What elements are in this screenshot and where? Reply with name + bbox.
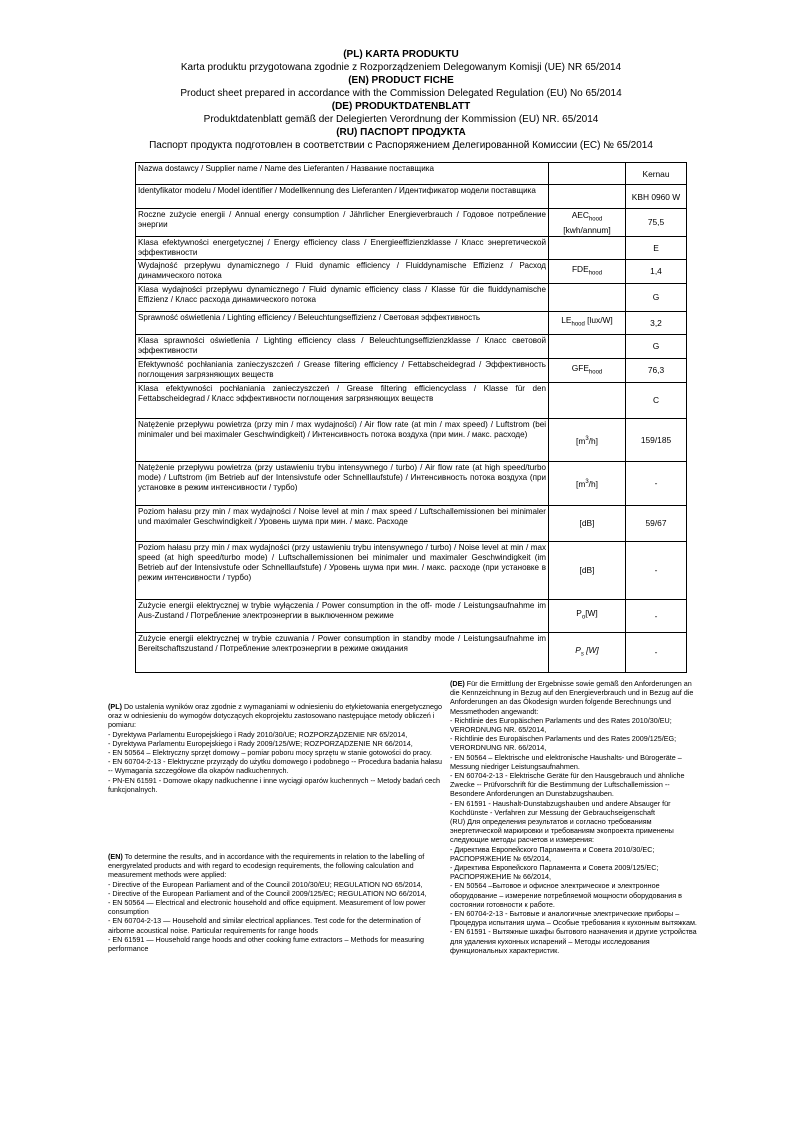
row-unit — [549, 185, 626, 209]
product-fiche-table — [135, 162, 687, 673]
row-value: 159/185 — [626, 418, 687, 461]
list-item: - Dyrektywa Parlamentu Europejskiego i Rady 2009/125/WE; ROZPORZĄDZENIE NR 66/2014, — [108, 738, 413, 748]
row-value: E — [626, 236, 687, 259]
row-description: Natężenie przepływu powietrza (przy min / max wydajności) / Air flow rate (at min / max speed) / Luftstrom (bei minimaler und bei maximaler Geschwindigkeit) / Интенсивность потока воздуха (при мин. / макс. расходе) — [136, 418, 549, 461]
row-description: Nazwa dostawcy / Supplier name / Name des Lieferanten / Название поставщика — [136, 163, 549, 185]
row-value: - — [626, 599, 687, 632]
table-row — [136, 185, 687, 209]
list-item: - Директива Европейского Парламента и Совета 2010/30/ЕС; РАСПОРЯЖЕНИЕ № 65/2014, — [450, 844, 655, 863]
table-row — [136, 382, 687, 418]
row-description: Roczne zużycie energii / Annual energy consumption / Jährlicher Energieverbrauch / Годовое потребление энергии — [136, 209, 549, 237]
notes-de-intro — [450, 679, 702, 716]
row-unit — [549, 163, 626, 185]
row-unit — [549, 283, 626, 311]
unit-superscript: 3 — [585, 435, 589, 442]
table-row — [136, 334, 687, 358]
row-unit — [549, 418, 626, 461]
unit-subscript: o — [581, 615, 586, 621]
row-value: C — [626, 382, 687, 418]
row-description: Sprawność oświetlenia / Lighting efficiency / Beleuchtungseffizienz / Световая эффективность — [136, 311, 549, 334]
row-value: G — [626, 334, 687, 358]
row-unit — [549, 209, 626, 237]
table-row — [136, 418, 687, 461]
row-value: 3,2 — [626, 311, 687, 334]
row-value: - — [626, 541, 687, 599]
unit-symbol: GFE — [571, 362, 589, 373]
row-description: Efektywność pochłaniania zanieczyszczeń / Grease filtering efficiency / Fettabscheidegrad / Эффективность поглощения загрязняющих веществ — [136, 358, 549, 382]
row-description: Zużycie energii elektrycznej w trybie wyłączenia / Power consumption in the off- mode / Leistungsaufnahme im Aus-Zustand / Потребление электроэнергии в выключенном режиме — [136, 599, 549, 632]
notes-ru-intro — [450, 817, 702, 845]
row-description: Identyfikator modelu / Model identifier / Modellkennung des Lieferanten / Идентификатор модели поставщика — [136, 185, 549, 209]
notes-en-text: To determine the results, and in accordance with the requirements in relation to the labelling of energyrelated products and with regard to ecodesign requirements, the following calculation and measurement methods were applied: — [108, 852, 425, 880]
pl-title: (PL) KARTA PRODUKTU — [343, 49, 459, 60]
unit-symbol: FDE — [571, 263, 589, 274]
table-row — [136, 461, 687, 505]
unit-symbol: P — [576, 608, 582, 619]
ru-subtitle: Паспорт продукта подготовлен в соответствии с Распоряжением Делегированной Комиссии (ЕС) № 65/2014 — [149, 140, 653, 151]
en-title: (EN) PRODUCT FICHE — [348, 75, 454, 86]
notes-de-ru — [450, 679, 702, 955]
pl-subtitle: Karta produktu przygotowana zgodnie z Rozporządzeniem Delegowanym Komisji (UE) NR 65/2014 — [180, 62, 622, 73]
row-value: 1,4 — [626, 259, 687, 283]
row-unit — [549, 236, 626, 259]
list-item: - EN 50564 – Elektrische und elektronische Haushalts- und Bürogeräte – Messung niedriger Leistungsaufnahmen. — [450, 752, 682, 771]
unit-symbol: [m — [576, 435, 586, 446]
list-item: - EN 61591 - Вытяжные шкафы бытового назначения и другие устройства для удаления кухонных испарений – Методы исследования функциональных характеристик. — [450, 927, 697, 955]
row-value: - — [626, 461, 687, 505]
list-item: - EN 50564 –Бытовое и офисное электрическое и электронное оборудование – измерение потребляемой мощности оборудования в состоянии готовности к работе. — [450, 881, 682, 909]
row-unit — [549, 599, 626, 632]
row-description: Klasa efektywności energetycznej / Energy efficiency class / Energieeffizienzklasse / Класс энергетической эффективности — [136, 236, 549, 259]
notes-de-label: (DE) — [450, 679, 465, 688]
unit-measure: /h] — [588, 479, 598, 490]
list-item: - EN 50564 — Electrical and electronic household and office equipment. Measurement of low power consumption — [108, 898, 426, 917]
row-unit — [549, 358, 626, 382]
list-item: - Dyrektywa Parlamentu Europejskiego i Rady 2010/30/UE; ROZPORZĄDZENIE NR 65/2014, — [108, 729, 408, 739]
ru-title: (RU) ПАСПОРТ ПРОДУКТА — [336, 127, 466, 138]
list-item: - EN 61591 — Household range hoods and other cooking fume extractors – Methods for measuring performance — [108, 934, 425, 954]
unit-superscript: 3 — [585, 479, 589, 486]
list-item: - EN 60704-2-13 — Household and similar electrical appliances. Test code for the determination of airborne acoustical noise. Particular requirements for range hoods — [108, 916, 421, 935]
unit-symbol: [m — [576, 479, 586, 490]
row-value: 75,5 — [626, 209, 687, 237]
unit-measure: [W] — [583, 644, 599, 655]
unit-subscript: hood — [588, 270, 603, 277]
list-item: - EN 60704-2-13 - Elektrische Geräte für den Hausgebrauch und ähnliche Zwecke -- Prüfvorschrift für die Bestimmung der Luftschallemission -- Besondere Anforderungen an Dunstabzugshauben. — [450, 771, 685, 799]
row-value: G — [626, 283, 687, 311]
notes-en-label: (EN) — [108, 852, 123, 861]
table-row — [136, 236, 687, 259]
row-description: Poziom hałasu przy min / max wydajności (przy ustawieniu trybu intensywnego / turbo) / Noise level at min / max speed (at high speed/turbo mode) / Luftschallemissionen bei minimaler und maximaler Geschwindigkeit (im Betrieb auf der Intensivstufe oder Schnelllaufstufe) / Уровень шума при мин. / макс. расходе (при установке в режим интенсивности / турбо) — [136, 541, 549, 599]
list-item: - EN 60704-2-13 - Elektryczne przyrządy do użytku domowego i podobnego -- Procedura badania hałasu -- Wymagania szczegółowe dla okapów nadkuchennych. — [108, 757, 443, 776]
notes-pl — [108, 702, 444, 794]
list-item: - PN-EN 61591 - Domowe okapy nadkuchenne i inne wyciągi oparów kuchennych -- Metody badań cech funkcjonalnych. — [108, 775, 441, 794]
notes-ru-text: Для определения результатов и согласно требованиям энергетической маркировки и требованиям экопроекта применены следующие методы расчетов и измерения: — [450, 817, 674, 845]
notes-pl-text: Do ustalenia wyników oraz zgodnie z wymaganiami w odniesieniu do etykietowania energetycznego oraz w odniesieniu do wymogów dotyczących ekoprojektu zastosowano następujące metody obliczeń i pomiaru: — [108, 702, 443, 730]
unit-measure: [W] — [585, 608, 598, 619]
table-row — [136, 283, 687, 311]
list-item: - EN 61591 - Haushalt-Dunstabzugshauben und andere Absauger für Kochdünste - Verfahren zur Messung der Gebrauchseigenschaft — [450, 798, 671, 817]
unit-symbol: P — [575, 644, 581, 655]
table-row — [136, 599, 687, 632]
notes-pl-intro — [108, 702, 444, 730]
unit-subscript: s — [580, 651, 584, 658]
list-item: - Directive of the European Parliament and of the Council 2010/30/EU; REGULATION NO 65/2014, — [108, 879, 423, 889]
list-item: - EN 50564 – Elektryczny sprzęt domowy – pomiar poboru mocy sprzętu w stanie gotowości do pracy. — [108, 748, 432, 758]
row-unit — [549, 311, 626, 334]
row-unit: [dB] — [549, 505, 626, 541]
row-unit: [dB] — [549, 541, 626, 599]
row-unit — [549, 334, 626, 358]
row-description: Klasa sprawności oświetlenia / Lighting efficiency class / Beleuchtungseffizienzklasse / Класс световой эффективности — [136, 334, 549, 358]
row-unit — [549, 382, 626, 418]
list-item: - Directive of the European Parliament and of the Council 2009/125/EC; REGULATION NO 66/2014, — [108, 888, 427, 898]
table-row — [136, 632, 687, 672]
row-value: KBH 0960 W — [626, 185, 687, 209]
table-row — [136, 311, 687, 334]
de-subtitle: Produktdatenblatt gemäß der Delegierten Verordnung der Kommission (EU) NR. 65/2014 — [203, 114, 599, 125]
de-title: (DE) PRODUKTDATENBLATT — [331, 101, 471, 112]
list-item: - Директива Европейского Парламента и Совета 2009/125/ЕС; РАСПОРЯЖЕНИЕ № 66/2014, — [450, 863, 659, 882]
notes-ru-label: (RU) — [450, 817, 466, 827]
unit-symbol: AEC — [571, 210, 589, 220]
row-description: Klasa wydajności przepływu dynamicznego / Fluid dynamic efficiency class / Klasse für die fluiddynamische Effizienz / Класс расхода динамического потока — [136, 283, 549, 311]
list-item: - EN 60704-2-13 - Бытовые и аналогичные электрические приборы – Процедура испытания шума – Особые требования к кухонным вытяжкам. — [450, 909, 697, 928]
unit-symbol: LE — [561, 315, 572, 326]
row-value: 59/67 — [626, 505, 687, 541]
row-description: Poziom hałasu przy min / max wydajności / Noise level at min / max speed / Luftschallemissionen bei minimaler und maximaler Geschwindigkeit / Уровень шума при мин. / макс. Расходе — [136, 505, 549, 541]
unit-measure: [lux/W] — [584, 315, 613, 326]
document-header — [0, 48, 802, 152]
notes-pl-label: (PL) — [108, 702, 122, 711]
row-description: Zużycie energii elektrycznej w trybie czuwania / Power consumption in standby mode / Leistungsaufnahme im Bereitschaftszustand / Потребление электроэнергии в режиме ожидания — [136, 632, 549, 672]
table-row — [136, 505, 687, 541]
unit-measure: /h] — [588, 435, 598, 446]
table-row — [136, 358, 687, 382]
notes-en — [108, 852, 444, 953]
row-value: 76,3 — [626, 358, 687, 382]
table-row — [136, 259, 687, 283]
list-item: - Richtlinie des Europäischen Parlaments und des Rates 2009/125/EG; VERORDNUNG NR. 66/2014, — [450, 734, 677, 753]
unit-subscript: hood — [588, 369, 603, 376]
list-item: - Richtlinie des Europäischen Parlaments und des Rates 2010/30/EU; VERORDNUNG NR. 65/2014, — [450, 715, 672, 735]
row-description: Wydajność przepływu dynamicznego / Fluid dynamic efficiency / Fluiddynamische Effizienz / Расход динамического потока — [136, 259, 549, 283]
unit-subscript: hood — [571, 322, 585, 328]
unit-measure: [kwh/annum] — [563, 224, 611, 235]
row-description: Klasa efektywności pochłaniania zanieczyszczeń / Grease filtering efficiencyclass / Klasse für den Fettabscheidegrad / Класс эффективности поглощения загрязняющих веществ — [136, 382, 549, 418]
notes-de-text: Für die Ermittlung der Ergebnisse sowie gemäß den Anforderungen an die Kennzeichnung in Bezug auf den Energieverbrauch und in Bezug auf die Anforderungen an das Ökodesign wurden folgende Berechnungs und Messmethoden angewandt: — [450, 679, 694, 716]
table-row — [136, 541, 687, 599]
row-unit — [549, 259, 626, 283]
en-subtitle: Product sheet prepared in accordance with the Commission Delegated Regulation (EU) No 65/2014 — [180, 88, 622, 99]
unit-subscript: hood — [588, 216, 603, 223]
table-row — [136, 163, 687, 185]
row-unit — [549, 632, 626, 672]
row-value: - — [626, 632, 687, 672]
table-row — [136, 209, 687, 237]
row-value: Kernau — [626, 163, 687, 185]
row-unit — [549, 461, 626, 505]
row-description: Natężenie przepływu powietrza (przy ustawieniu trybu intensywnego / turbo) / Air flow rate (at high speed/turbo mode) / Luftstrom (im Betrieb auf der Intensivstufe oder Schnelllaufstufe) / Интенсивность потока воздуха (при установке в режим интенсивности / турбо) — [136, 461, 549, 505]
notes-en-intro — [108, 852, 444, 880]
